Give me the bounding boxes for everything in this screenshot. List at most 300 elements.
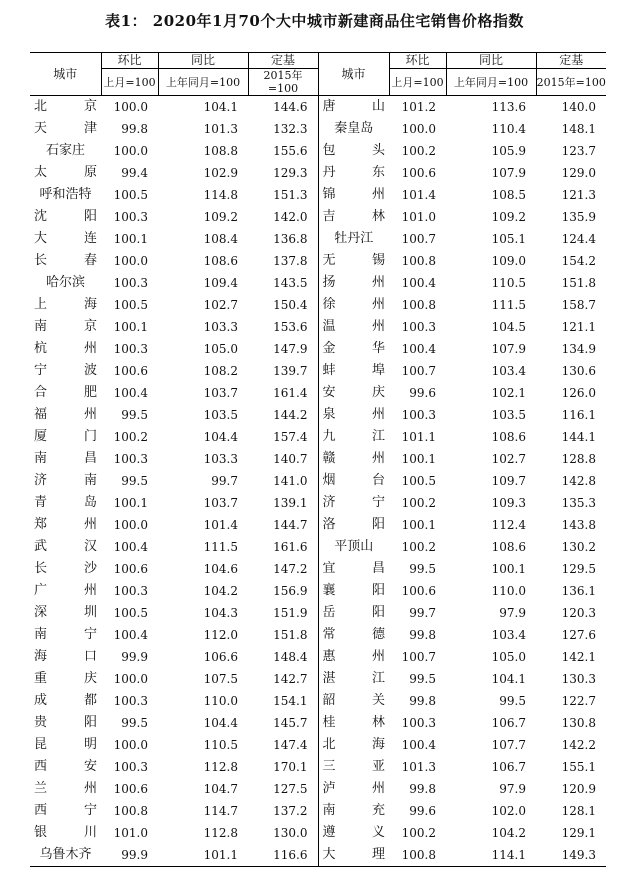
yoy-value: 114.1 <box>446 844 536 867</box>
yoy-value: 112.8 <box>203 826 238 840</box>
table-row <box>30 624 606 646</box>
base-value: 140.0 <box>561 100 596 114</box>
city-name-char: 沈 <box>34 209 48 224</box>
city-name <box>30 756 101 778</box>
city-name-char: 安 <box>322 385 336 400</box>
base-value: 137.2 <box>273 804 308 818</box>
yoy-value: 108.2 <box>203 364 238 378</box>
city-name <box>318 778 389 800</box>
city-name-char: 义 <box>371 825 385 840</box>
city-name-char: 南 <box>34 319 48 334</box>
city-name-char: 赣 <box>322 451 336 466</box>
mom-value: 99.6 <box>409 804 436 818</box>
city-name-char: 关 <box>371 693 385 708</box>
base-value: 127.5 <box>273 782 308 796</box>
city-name-text <box>30 228 101 250</box>
city-name-char: 宜 <box>322 561 336 576</box>
base-value: 148.4 <box>273 650 308 664</box>
city-name-text <box>30 536 101 558</box>
city-name-text: 呼和浩特 <box>39 187 92 202</box>
yoy-value: 107.9 <box>491 166 526 180</box>
city-name-char: 津 <box>83 121 97 136</box>
mom-value: 101.0 <box>401 210 436 224</box>
city-name-char: 扬 <box>322 275 336 290</box>
mom-value: 99.7 <box>409 606 436 620</box>
city-name-char: 宁 <box>34 363 48 378</box>
city-name-char: 海 <box>371 737 385 752</box>
table-row <box>30 470 606 492</box>
city-name-char: 德 <box>371 627 385 642</box>
city-name-char: 金 <box>322 341 336 356</box>
city-name <box>30 822 101 844</box>
city-name-char: 江 <box>371 671 385 686</box>
header-base-sub-left: 2015年=100 <box>248 69 318 96</box>
city-name-char: 泸 <box>322 781 336 796</box>
base-value: 143.8 <box>561 518 596 532</box>
city-name-char: 头 <box>371 143 385 158</box>
base-value: 142.0 <box>273 210 308 224</box>
city-name <box>318 272 389 294</box>
base-value: 142.7 <box>273 672 308 686</box>
city-name-text <box>319 778 390 800</box>
city-name-char: 宁 <box>83 627 97 642</box>
city-name <box>318 580 389 602</box>
city-name-text <box>319 514 390 536</box>
base-value: 154.2 <box>561 254 596 268</box>
yoy-value: 104.1 <box>203 100 238 114</box>
table-row <box>30 712 606 734</box>
yoy-value: 105.1 <box>491 232 526 246</box>
city-name-char: 韶 <box>322 693 336 708</box>
table-row <box>30 184 606 206</box>
city-name <box>318 426 389 448</box>
table-row <box>30 448 606 470</box>
mom-value: 101.1 <box>401 430 436 444</box>
mom-value: 100.2 <box>401 826 436 840</box>
city-name-char: 阳 <box>83 209 97 224</box>
table-row <box>30 822 606 844</box>
city-name-char: 州 <box>83 341 97 356</box>
city-name-text <box>30 558 101 580</box>
yoy-value: 106.7 <box>491 716 526 730</box>
header-mom-left: 环比 <box>101 53 158 69</box>
city-name <box>318 470 389 492</box>
table-row <box>30 426 606 448</box>
yoy-value: 102.7 <box>491 452 526 466</box>
base-value: 136.8 <box>273 232 308 246</box>
table-row <box>30 514 606 536</box>
mom-value: 100.1 <box>113 232 148 246</box>
city-name <box>318 162 389 184</box>
base-value: 123.7 <box>561 144 596 158</box>
yoy-value: 102.1 <box>491 386 526 400</box>
mom-value: 100.2 <box>401 144 436 158</box>
city-name-char: 济 <box>34 473 48 488</box>
yoy-value: 103.5 <box>203 408 238 422</box>
base-value: 135.9 <box>561 210 596 224</box>
mom-value: 100.4 <box>113 540 148 554</box>
table-row <box>30 118 606 140</box>
city-name-char: 阳 <box>371 605 385 620</box>
yoy-value: 109.7 <box>491 474 526 488</box>
base-value: 122.7 <box>561 694 596 708</box>
table-row <box>30 250 606 272</box>
table-row <box>30 668 606 690</box>
table-row <box>30 536 606 558</box>
base-value: 130.2 <box>561 540 596 554</box>
yoy-value: 110.4 <box>491 122 526 136</box>
mom-value: 99.4 <box>121 166 148 180</box>
base-value: 161.4 <box>273 386 308 400</box>
yoy-value: 102.9 <box>203 166 238 180</box>
city-name-char: 贵 <box>34 715 48 730</box>
yoy-value: 104.2 <box>491 826 526 840</box>
city-name-text <box>30 206 101 228</box>
city-name <box>318 382 389 404</box>
city-name-text <box>30 294 101 316</box>
city-name <box>318 734 389 756</box>
yoy-value: 106.7 <box>491 760 526 774</box>
city-name <box>318 756 389 778</box>
city-name-text <box>319 800 390 822</box>
header-mom-sub-left: 上月=100 <box>101 69 158 96</box>
base-value: 139.7 <box>273 364 308 378</box>
table-row <box>30 404 606 426</box>
header-yoy-left: 同比 <box>158 53 248 69</box>
table-row <box>30 96 606 119</box>
city-name-char: 州 <box>371 649 385 664</box>
city-name <box>318 646 389 668</box>
mom-value: 100.0 <box>113 672 148 686</box>
yoy-value: 112.4 <box>491 518 526 532</box>
city-name-char: 南 <box>34 627 48 642</box>
yoy-value: 108.6 <box>491 540 526 554</box>
city-name-char: 连 <box>83 231 97 246</box>
city-name-text <box>30 492 101 514</box>
mom-value: 100.6 <box>113 782 148 796</box>
city-name-char: 合 <box>34 385 48 400</box>
yoy-value: 110.5 <box>203 738 238 752</box>
yoy-value: 101.3 <box>203 122 238 136</box>
city-name-text <box>319 580 390 602</box>
city-name-text <box>30 404 101 426</box>
city-name-char: 州 <box>83 407 97 422</box>
city-name-text <box>30 470 101 492</box>
yoy-value: 107.9 <box>491 342 526 356</box>
city-name-char: 明 <box>83 737 97 752</box>
base-value: 144.2 <box>273 408 308 422</box>
city-name-char: 沙 <box>83 561 97 576</box>
base-value: 144.1 <box>561 430 596 444</box>
yoy-value: 113.6 <box>491 100 526 114</box>
city-name <box>318 536 389 558</box>
city-name-char: 丹 <box>322 165 336 180</box>
mom-value: 100.6 <box>113 364 148 378</box>
city-name-text <box>319 382 390 404</box>
city-name <box>30 646 101 668</box>
mom-value: 100.3 <box>113 210 148 224</box>
city-name-text <box>319 272 390 294</box>
city-name-char: 口 <box>83 649 97 664</box>
city-name-char: 常 <box>322 627 336 642</box>
yoy-value: 102.7 <box>203 298 238 312</box>
city-name-char: 肥 <box>83 385 97 400</box>
yoy-value: 105.0 <box>203 342 238 356</box>
table-row <box>30 646 606 668</box>
city-name-char: 岳 <box>322 605 336 620</box>
base-value: 120.9 <box>561 782 596 796</box>
city-name-text <box>30 756 101 778</box>
mom-value: 100.5 <box>113 298 148 312</box>
city-name <box>30 514 101 536</box>
base-value: 127.6 <box>561 628 596 642</box>
city-name-text <box>30 734 101 756</box>
mom-value: 99.9 <box>121 650 148 664</box>
base-value: 134.9 <box>561 342 596 356</box>
base-value: 129.1 <box>561 826 596 840</box>
yoy-value: 101.4 <box>203 518 238 532</box>
city-name <box>318 316 389 338</box>
table-row <box>30 228 606 250</box>
base-value: 149.3 <box>536 844 606 867</box>
city-name-text <box>319 690 390 712</box>
mom-value: 100.0 <box>113 100 148 114</box>
mom-value: 100.1 <box>401 518 436 532</box>
mom-value: 100.3 <box>113 452 148 466</box>
table-row <box>30 756 606 778</box>
city-name-text: 牡丹江 <box>334 231 374 246</box>
mom-value: 100.0 <box>113 738 148 752</box>
mom-value: 100.1 <box>113 496 148 510</box>
city-name <box>30 140 101 162</box>
table-row <box>30 844 606 867</box>
header-mom-sub-right: 上月=100 <box>389 69 446 96</box>
base-value: 129.3 <box>273 166 308 180</box>
city-name-char: 南 <box>83 473 97 488</box>
city-name-char: 海 <box>83 297 97 312</box>
city-name-char: 成 <box>34 693 48 708</box>
mom-value: 100.3 <box>113 342 148 356</box>
city-name <box>318 96 389 119</box>
base-value: 153.6 <box>273 320 308 334</box>
city-name-text <box>319 492 390 514</box>
city-name-char: 州 <box>83 583 97 598</box>
city-name-char: 杭 <box>34 341 48 356</box>
mom-value: 100.6 <box>401 166 436 180</box>
city-name-char: 三 <box>322 759 336 774</box>
table-row <box>30 690 606 712</box>
base-value: 116.1 <box>561 408 596 422</box>
header-yoy-sub-right: 上年同月=100 <box>446 69 536 96</box>
city-name-char: 郑 <box>34 517 48 532</box>
city-name-char: 上 <box>34 297 48 312</box>
city-name <box>30 778 101 800</box>
city-name-char: 蚌 <box>322 363 336 378</box>
city-name-text: 平顶山 <box>334 539 374 554</box>
yoy-value: 99.7 <box>211 474 238 488</box>
table-row <box>30 558 606 580</box>
city-name-char: 州 <box>83 781 97 796</box>
table-row <box>30 360 606 382</box>
base-value: 142.8 <box>561 474 596 488</box>
city-name <box>318 712 389 734</box>
city-name <box>30 360 101 382</box>
city-name-char: 岛 <box>83 495 97 510</box>
city-name-char: 锦 <box>322 187 336 202</box>
header-city-right: 城市 <box>318 53 389 96</box>
base-value: 128.8 <box>561 452 596 466</box>
yoy-value: 108.5 <box>491 188 526 202</box>
table-row <box>30 778 606 800</box>
city-name <box>318 668 389 690</box>
city-name-text <box>319 448 390 470</box>
mom-value: 99.5 <box>121 408 148 422</box>
table-row <box>30 492 606 514</box>
city-name-text <box>319 624 390 646</box>
city-name-char: 桂 <box>322 715 336 730</box>
base-value: 151.8 <box>273 628 308 642</box>
mom-value: 100.1 <box>401 452 436 466</box>
mom-value: 100.2 <box>401 496 436 510</box>
base-value: 124.4 <box>561 232 596 246</box>
city-name-char: 大 <box>34 231 48 246</box>
base-value: 144.7 <box>273 518 308 532</box>
table-row <box>30 800 606 822</box>
city-name-text <box>30 822 101 844</box>
base-value: 116.6 <box>248 844 318 867</box>
mom-value: 100.4 <box>113 386 148 400</box>
base-value: 120.3 <box>561 606 596 620</box>
city-name-char: 无 <box>322 253 336 268</box>
yoy-value: 112.8 <box>203 760 238 774</box>
base-value: 147.4 <box>273 738 308 752</box>
mom-value: 99.8 <box>121 122 148 136</box>
city-name-text <box>30 448 101 470</box>
yoy-value: 114.8 <box>203 188 238 202</box>
city-name-char: 山 <box>371 99 385 114</box>
yoy-value: 102.0 <box>491 804 526 818</box>
city-name-char: 庆 <box>83 671 97 686</box>
city-name-char: 充 <box>371 803 385 818</box>
mom-value: 100.0 <box>113 254 148 268</box>
city-name-char: 武 <box>34 539 48 554</box>
city-name-char: 北 <box>322 737 336 752</box>
yoy-value: 101.1 <box>158 844 248 867</box>
city-name-text <box>30 514 101 536</box>
city-name-char: 南 <box>34 451 48 466</box>
yoy-value: 108.6 <box>491 430 526 444</box>
city-name <box>30 470 101 492</box>
yoy-value: 109.3 <box>491 496 526 510</box>
city-name <box>318 514 389 536</box>
city-name-char: 青 <box>34 495 48 510</box>
city-name <box>30 250 101 272</box>
city-name-char: 长 <box>34 561 48 576</box>
city-name-text <box>319 140 390 162</box>
city-name-char: 锡 <box>371 253 385 268</box>
base-value: 151.9 <box>273 606 308 620</box>
base-value: 136.1 <box>561 584 596 598</box>
city-name-char: 包 <box>322 143 336 158</box>
city-name <box>30 558 101 580</box>
mom-value: 100.3 <box>113 584 148 598</box>
yoy-value: 104.1 <box>491 672 526 686</box>
mom-value: 99.9 <box>101 844 158 867</box>
base-value: 144.6 <box>273 100 308 114</box>
mom-value: 100.1 <box>113 320 148 334</box>
city-name-text <box>30 382 101 404</box>
table-title: 表1： 2020年1月70个大中城市新建商品住宅销售价格指数 <box>105 12 524 30</box>
yoy-value: 104.6 <box>203 562 238 576</box>
city-name-char: 阳 <box>371 517 385 532</box>
city-name <box>30 448 101 470</box>
city-name-char: 宁 <box>371 495 385 510</box>
base-value: 130.3 <box>561 672 596 686</box>
city-name-text <box>319 96 390 118</box>
yoy-value: 108.4 <box>203 232 238 246</box>
city-name-char: 州 <box>371 275 385 290</box>
yoy-value: 105.9 <box>491 144 526 158</box>
mom-value: 100.3 <box>113 276 148 290</box>
city-name-text <box>30 624 101 646</box>
city-name-char: 洛 <box>322 517 336 532</box>
city-name-char: 州 <box>83 517 97 532</box>
base-value: 151.3 <box>273 188 308 202</box>
city-name-text: 秦皇岛 <box>334 121 374 136</box>
city-name <box>318 448 389 470</box>
city-name-text: 乌鲁木齐 <box>39 847 92 862</box>
city-name-text <box>319 206 390 228</box>
city-name-text <box>319 316 390 338</box>
base-value: 132.3 <box>273 122 308 136</box>
mom-value: 99.6 <box>409 386 436 400</box>
city-name-char: 天 <box>34 121 48 136</box>
yoy-value: 104.3 <box>203 606 238 620</box>
city-name-char: 西 <box>34 803 48 818</box>
yoy-value: 108.6 <box>203 254 238 268</box>
city-name <box>30 800 101 822</box>
yoy-value: 104.2 <box>203 584 238 598</box>
city-name-text <box>319 162 390 184</box>
city-name <box>30 690 101 712</box>
mom-value: 100.5 <box>113 606 148 620</box>
city-name-char: 宁 <box>83 803 97 818</box>
city-name-char: 昌 <box>371 561 385 576</box>
city-name <box>30 184 101 206</box>
city-name-char: 西 <box>34 759 48 774</box>
city-name-text: 石家庄 <box>45 143 85 158</box>
city-name-char: 台 <box>371 473 385 488</box>
city-name-char: 都 <box>83 693 97 708</box>
city-name-text <box>30 162 101 184</box>
city-name <box>30 404 101 426</box>
header-base-left: 定基 <box>248 53 318 69</box>
yoy-value: 110.5 <box>491 276 526 290</box>
yoy-value: 114.7 <box>203 804 238 818</box>
yoy-value: 104.4 <box>203 430 238 444</box>
city-name-text <box>30 426 101 448</box>
yoy-value: 108.8 <box>203 144 238 158</box>
city-name <box>30 228 101 250</box>
yoy-value: 103.5 <box>491 408 526 422</box>
city-name <box>30 426 101 448</box>
city-name <box>30 668 101 690</box>
table-row <box>30 338 606 360</box>
base-value: 135.3 <box>561 496 596 510</box>
city-name-char: 州 <box>371 187 385 202</box>
mom-value: 100.8 <box>401 254 436 268</box>
table-row <box>30 734 606 756</box>
